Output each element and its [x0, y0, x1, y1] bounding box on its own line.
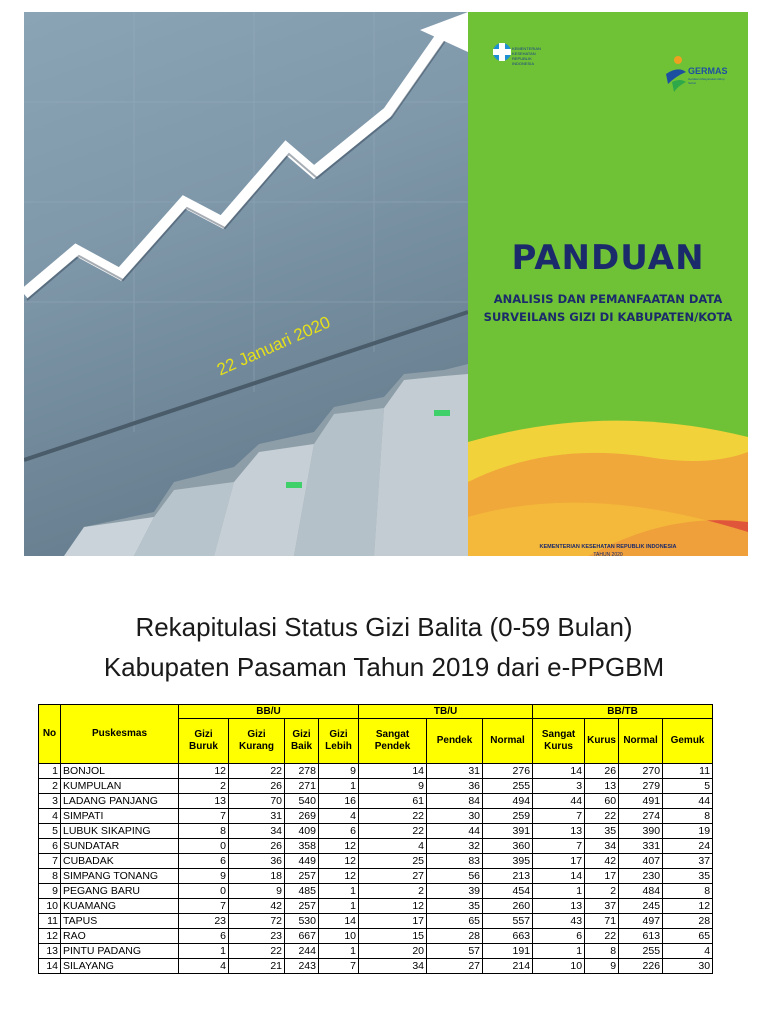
table-cell: 2	[179, 779, 229, 794]
table-cell: 4	[179, 959, 229, 974]
col-header-puskesmas: Puskesmas	[61, 705, 179, 764]
table-cell: 214	[483, 959, 533, 974]
table-cell: 358	[285, 839, 319, 854]
cover-subtitle-line1: ANALISIS DAN PEMANFAATAN DATA	[493, 292, 723, 306]
stairs-illustration	[24, 12, 468, 556]
table-cell: 13	[179, 794, 229, 809]
table-cell: 484	[619, 884, 663, 899]
table-cell: 37	[585, 899, 619, 914]
table-cell: 31	[229, 809, 285, 824]
table-cell: 27	[427, 959, 483, 974]
table-cell: 12	[319, 839, 359, 854]
table-cell: 5	[663, 779, 713, 794]
table-cell: 4	[319, 809, 359, 824]
row-number: 10	[39, 899, 61, 914]
table-cell: 0	[179, 884, 229, 899]
table-cell: 28	[427, 929, 483, 944]
table-cell: 14	[533, 764, 585, 779]
table-cell: 4	[663, 944, 713, 959]
page-title-line2: Kabupaten Pasaman Tahun 2019 dari e-PPGBM	[103, 652, 665, 682]
table-cell: 22	[585, 809, 619, 824]
table-cell: 24	[663, 839, 713, 854]
table-cell: 26	[229, 839, 285, 854]
table-cell: 70	[229, 794, 285, 809]
puskesmas-name: SILAYANG	[61, 959, 179, 974]
table-cell: 17	[533, 854, 585, 869]
table-cell: 14	[533, 869, 585, 884]
table-cell: 26	[229, 779, 285, 794]
table-cell: 42	[229, 899, 285, 914]
table-cell: 23	[229, 929, 285, 944]
table-cell: 3	[533, 779, 585, 794]
table-cell: 44	[427, 824, 483, 839]
table-cell: 449	[285, 854, 319, 869]
table-cell: 37	[663, 854, 713, 869]
table-cell: 12	[319, 869, 359, 884]
table-cell: 7	[533, 839, 585, 854]
table-cell: 191	[483, 944, 533, 959]
table-cell: 0	[179, 839, 229, 854]
table-cell: 270	[619, 764, 663, 779]
table-cell: 30	[427, 809, 483, 824]
table-cell: 44	[663, 794, 713, 809]
table-cell: 11	[663, 764, 713, 779]
puskesmas-name: KUAMANG	[61, 899, 179, 914]
table-cell: 9	[319, 764, 359, 779]
table-cell: 6	[533, 929, 585, 944]
table-cell: 557	[483, 914, 533, 929]
table-cell: 454	[483, 884, 533, 899]
table-cell: 271	[285, 779, 319, 794]
table-cell: 485	[285, 884, 319, 899]
puskesmas-name: PEGANG BARU	[61, 884, 179, 899]
table-cell: 17	[585, 869, 619, 884]
table-cell: 491	[619, 794, 663, 809]
stair-steps	[64, 364, 468, 556]
table-cell: 497	[619, 914, 663, 929]
table-cell: 13	[533, 824, 585, 839]
table-cell: 60	[585, 794, 619, 809]
table-cell: 257	[285, 869, 319, 884]
table-row	[39, 929, 713, 944]
table-cell: 6	[319, 824, 359, 839]
table-row	[39, 869, 713, 884]
puskesmas-name: CUBADAK	[61, 854, 179, 869]
table-cell: 22	[585, 929, 619, 944]
cover-date: 22 Januari 2020	[214, 312, 334, 380]
table-cell: 22	[229, 944, 285, 959]
table-cell: 6	[179, 854, 229, 869]
puskesmas-name: LADANG PANJANG	[61, 794, 179, 809]
table-cell: 213	[483, 869, 533, 884]
table-row	[39, 959, 713, 974]
puskesmas-name: SIMPANG TONANG	[61, 869, 179, 884]
table-cell: 13	[533, 899, 585, 914]
table-cell: 667	[285, 929, 319, 944]
germas-logo-subtitle: Gerakan Masyarakat Hidup Sehat	[688, 77, 725, 85]
table-cell: 613	[619, 929, 663, 944]
table-cell: 494	[483, 794, 533, 809]
table-cell: 19	[663, 824, 713, 839]
table-row	[39, 779, 713, 794]
table-row	[39, 839, 713, 854]
table-cell: 8	[663, 809, 713, 824]
table-cell: 36	[229, 854, 285, 869]
table-cell: 18	[229, 869, 285, 884]
table-cell: 13	[585, 779, 619, 794]
table-cell: 31	[427, 764, 483, 779]
row-number: 8	[39, 869, 61, 884]
row-number: 1	[39, 764, 61, 779]
table-row	[39, 824, 713, 839]
table-cell: 540	[285, 794, 319, 809]
table-cell: 35	[585, 824, 619, 839]
table-cell: 22	[359, 809, 427, 824]
col-header-gizi-buruk: Gizi Buruk	[179, 719, 229, 764]
table-cell: 44	[533, 794, 585, 809]
table-cell: 10	[319, 929, 359, 944]
table-cell: 30	[663, 959, 713, 974]
ministry-logo-text: KEMENTERIAN KESEHATAN REPUBLIK INDONESIA	[512, 46, 541, 66]
table-row	[39, 884, 713, 899]
cover-title: PANDUAN	[511, 238, 705, 278]
table-cell: 9	[359, 779, 427, 794]
table-row	[39, 944, 713, 959]
table-cell: 1	[533, 884, 585, 899]
row-number: 11	[39, 914, 61, 929]
table-cell: 7	[179, 809, 229, 824]
table-cell: 9	[179, 869, 229, 884]
col-header-gemuk: Gemuk	[663, 719, 713, 764]
table-cell: 409	[285, 824, 319, 839]
table-cell: 20	[359, 944, 427, 959]
table-row	[39, 899, 713, 914]
col-header-sangat-kurus: Sangat Kurus	[533, 719, 585, 764]
table-cell: 7	[319, 959, 359, 974]
table-cell: 1	[319, 944, 359, 959]
cover-photo-stairs	[24, 12, 468, 556]
table-cell: 42	[585, 854, 619, 869]
table-cell: 259	[483, 809, 533, 824]
table-cell: 226	[619, 959, 663, 974]
row-number: 12	[39, 929, 61, 944]
col-header-no: No	[39, 705, 61, 764]
table-cell: 9	[229, 884, 285, 899]
table-cell: 8	[663, 884, 713, 899]
table-cell: 276	[483, 764, 533, 779]
data-table	[38, 704, 713, 974]
table-cell: 35	[663, 869, 713, 884]
table-cell: 16	[319, 794, 359, 809]
table-cell: 8	[179, 824, 229, 839]
table-cell: 663	[483, 929, 533, 944]
table-cell: 407	[619, 854, 663, 869]
table-cell: 25	[359, 854, 427, 869]
table-cell: 331	[619, 839, 663, 854]
puskesmas-name: TAPUS	[61, 914, 179, 929]
table-cell: 10	[533, 959, 585, 974]
table-cell: 71	[585, 914, 619, 929]
group-header-bbtb: BB/TB	[533, 705, 713, 719]
puskesmas-name: SUNDATAR	[61, 839, 179, 854]
puskesmas-name: SIMPATI	[61, 809, 179, 824]
table-cell: 8	[585, 944, 619, 959]
table-cell: 83	[427, 854, 483, 869]
table-cell: 278	[285, 764, 319, 779]
table-cell: 1	[179, 944, 229, 959]
table-cell: 43	[533, 914, 585, 929]
table-cell: 34	[585, 839, 619, 854]
table-cell: 65	[427, 914, 483, 929]
table-cell: 260	[483, 899, 533, 914]
col-header-gizi-baik: Gizi Baik	[285, 719, 319, 764]
row-number: 13	[39, 944, 61, 959]
table-row	[39, 914, 713, 929]
table-cell: 65	[663, 929, 713, 944]
table-cell: 243	[285, 959, 319, 974]
table-cell: 27	[359, 869, 427, 884]
table-cell: 1	[319, 884, 359, 899]
table-body	[39, 764, 713, 974]
table-cell: 34	[229, 824, 285, 839]
row-number: 6	[39, 839, 61, 854]
table-cell: 35	[427, 899, 483, 914]
table-cell: 7	[179, 899, 229, 914]
row-number: 9	[39, 884, 61, 899]
table-cell: 61	[359, 794, 427, 809]
col-header-gizi-kurang: Gizi Kurang	[229, 719, 285, 764]
table-cell: 2	[585, 884, 619, 899]
table-cell: 255	[619, 944, 663, 959]
row-number: 14	[39, 959, 61, 974]
cover-subtitle-line2: SURVEILANS GIZI DI KABUPATEN/KOTA	[483, 310, 733, 324]
table-cell: 390	[619, 824, 663, 839]
table-cell: 6	[179, 929, 229, 944]
table-cell: 1	[319, 899, 359, 914]
row-number: 4	[39, 809, 61, 824]
row-number: 5	[39, 824, 61, 839]
table-row	[39, 854, 713, 869]
table-cell: 14	[319, 914, 359, 929]
col-header-kurus: Kurus	[585, 719, 619, 764]
table-cell: 26	[585, 764, 619, 779]
table-cell: 257	[285, 899, 319, 914]
table-cell: 1	[319, 779, 359, 794]
table-cell: 15	[359, 929, 427, 944]
trend-arrow-head	[420, 12, 468, 52]
table-cell: 279	[619, 779, 663, 794]
table-cell: 72	[229, 914, 285, 929]
table-cell: 360	[483, 839, 533, 854]
table-cell: 57	[427, 944, 483, 959]
table-cell: 14	[359, 764, 427, 779]
table-cell: 12	[319, 854, 359, 869]
table-header-group-row	[39, 705, 713, 719]
table-cell: 391	[483, 824, 533, 839]
germas-logo-name: GERMAS	[688, 66, 728, 76]
col-header-normal-tbu: Normal	[483, 719, 533, 764]
table-row	[39, 794, 713, 809]
table-cell: 84	[427, 794, 483, 809]
table-cell: 39	[427, 884, 483, 899]
group-header-tbu: TB/U	[359, 705, 533, 719]
ministry-logo-icon	[493, 43, 511, 61]
table-row	[39, 809, 713, 824]
table-cell: 17	[359, 914, 427, 929]
table-cell: 22	[229, 764, 285, 779]
trend-arrow-line	[24, 32, 444, 294]
table-cell: 7	[533, 809, 585, 824]
table-cell: 255	[483, 779, 533, 794]
page-title-line1: Rekapitulasi Status Gizi Balita (0-59 Bulan)	[135, 612, 633, 642]
puskesmas-name: LUBUK SIKAPING	[61, 824, 179, 839]
table-cell: 530	[285, 914, 319, 929]
table-cell: 56	[427, 869, 483, 884]
nutrition-status-table	[38, 704, 712, 974]
table-cell: 269	[285, 809, 319, 824]
col-header-sangat-pendek: Sangat Pendek	[359, 719, 427, 764]
puskesmas-name: RAO	[61, 929, 179, 944]
col-header-normal-bbtb: Normal	[619, 719, 663, 764]
col-header-gizi-lebih: Gizi Lebih	[319, 719, 359, 764]
cover-footer: KEMENTERIAN KESEHATAN REPUBLIK INDONESIA	[539, 544, 677, 550]
table-cell: 245	[619, 899, 663, 914]
row-number: 3	[39, 794, 61, 809]
table-cell: 23	[179, 914, 229, 929]
row-number: 7	[39, 854, 61, 869]
table-cell: 4	[359, 839, 427, 854]
cover-footer-year: TAHUN 2020	[593, 552, 623, 556]
table-cell: 12	[179, 764, 229, 779]
booklet-cover	[468, 12, 748, 556]
table-cell: 395	[483, 854, 533, 869]
table-cell: 244	[285, 944, 319, 959]
table-cell: 2	[359, 884, 427, 899]
puskesmas-name: KUMPULAN	[61, 779, 179, 794]
table-cell: 12	[663, 899, 713, 914]
table-row	[39, 764, 713, 779]
table-cell: 22	[359, 824, 427, 839]
table-cell: 21	[229, 959, 285, 974]
row-number: 2	[39, 779, 61, 794]
col-header-pendek: Pendek	[427, 719, 483, 764]
table-cell: 274	[619, 809, 663, 824]
table-cell: 34	[359, 959, 427, 974]
table-cell: 32	[427, 839, 483, 854]
puskesmas-name: PINTU PADANG	[61, 944, 179, 959]
table-cell: 28	[663, 914, 713, 929]
group-header-bbu: BB/U	[179, 705, 359, 719]
table-cell: 230	[619, 869, 663, 884]
table-cell: 9	[585, 959, 619, 974]
cover-background	[468, 12, 748, 556]
table-cell: 12	[359, 899, 427, 914]
table-cell: 36	[427, 779, 483, 794]
puskesmas-name: BONJOL	[61, 764, 179, 779]
table-cell: 1	[533, 944, 585, 959]
